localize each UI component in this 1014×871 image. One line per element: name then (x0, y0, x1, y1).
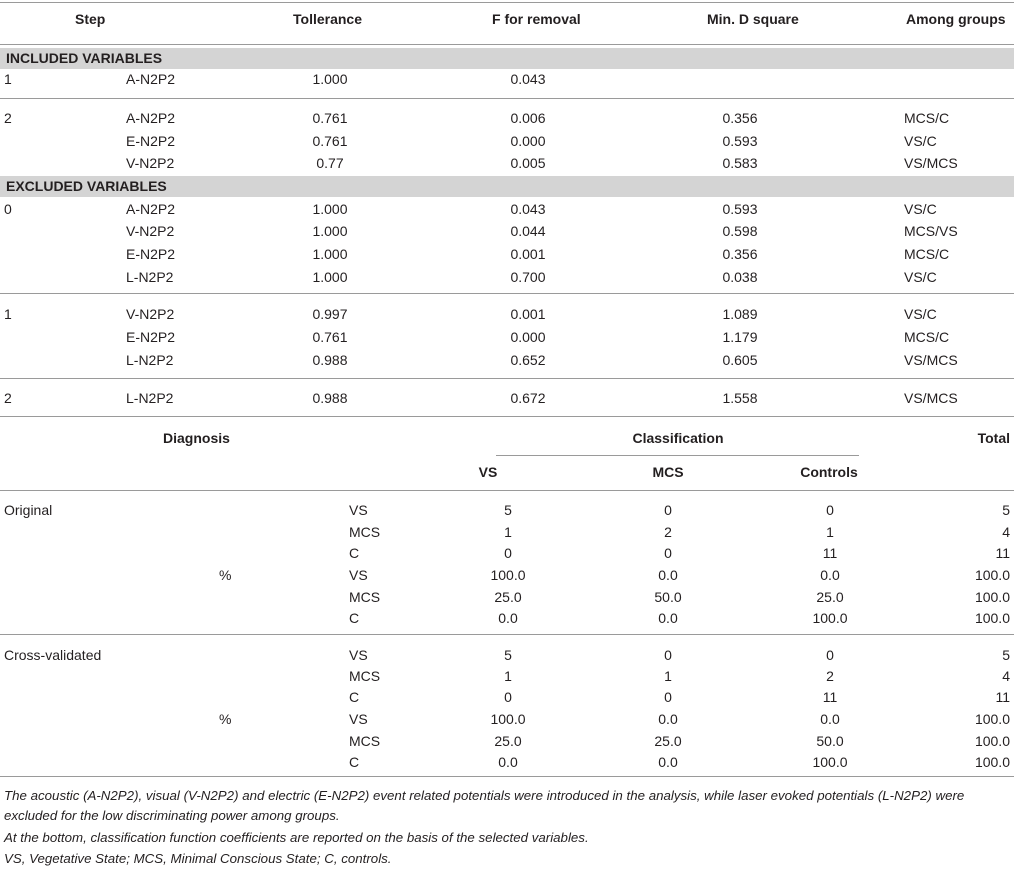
among-cell: VS/C (904, 133, 937, 149)
total-cell: 100.0 (974, 610, 1010, 626)
among-cell: MCS/VS (904, 223, 958, 239)
step-cell: 2 (4, 390, 12, 406)
step-cell: 1 (4, 306, 12, 322)
controls-cell: 11 (822, 545, 838, 561)
variable-cell: A-N2P2 (126, 201, 176, 217)
vs-cell: 5 (504, 647, 512, 663)
among-cell: VS/C (904, 201, 937, 217)
excluded-step-rule-2 (0, 378, 1014, 379)
mcs-cell: 2 (664, 524, 672, 540)
table2-header-rule (0, 490, 1014, 491)
mcs-cell: 50.0 (654, 589, 682, 605)
controls-cell: 100.0 (812, 754, 848, 770)
percent-cell: % (219, 567, 232, 583)
mcs-cell: 0 (664, 545, 672, 561)
tollerance-cell: 0.761 (312, 110, 348, 126)
mcs-cell: 0 (664, 689, 672, 705)
f-removal-cell: 0.672 (510, 390, 546, 406)
tollerance-cell: 0.988 (312, 390, 348, 406)
included-step-rule (0, 98, 1014, 99)
min-d-cell: 1.089 (722, 306, 758, 322)
total-cell: 5 (1002, 502, 1010, 518)
classification-rule (496, 455, 859, 456)
class-cell: MCS (349, 589, 381, 605)
controls-cell: 50.0 (816, 733, 844, 749)
controls-cell: 100.0 (812, 610, 848, 626)
among-cell: VS/MCS (904, 155, 958, 171)
variable-cell: L-N2P2 (126, 269, 174, 285)
variable-cell: A-N2P2 (126, 71, 176, 87)
f-removal-cell: 0.700 (510, 269, 546, 285)
tollerance-cell: 1.000 (312, 246, 348, 262)
tollerance-cell: 1.000 (312, 71, 348, 87)
min-d-cell: 0.583 (722, 155, 758, 171)
variable-cell: A-N2P2 (126, 110, 176, 126)
excluded-step-rule-1 (0, 293, 1014, 294)
tollerance-cell: 1.000 (312, 223, 348, 239)
vs-cell: 0 (504, 689, 512, 705)
included-band (0, 48, 1014, 69)
among-cell: MCS/C (904, 246, 950, 262)
mcs-cell: 25.0 (654, 733, 682, 749)
vs-cell: 0.0 (498, 754, 518, 770)
header-rule (0, 44, 1014, 45)
f-removal-cell: 0.000 (510, 133, 546, 149)
total-cell: 11 (995, 545, 1010, 561)
controls-cell: 0.0 (820, 711, 840, 727)
controls-cell: 11 (822, 689, 838, 705)
class-cell: VS (349, 502, 368, 518)
class-cell: VS (349, 711, 368, 727)
footnote-2: At the bottom, classification function coefficients are reported on the basis of the selected variables. (4, 830, 589, 845)
excluded-label: EXCLUDED VARIABLES (6, 178, 167, 194)
class-cell: C (349, 610, 360, 626)
among-cell: VS/C (904, 306, 937, 322)
excluded-band (0, 176, 1014, 197)
variable-cell: L-N2P2 (126, 352, 174, 368)
footnote-1: The acoustic (A-N2P2), visual (V-N2P2) and electric (E-N2P2) event related potentials were introduced in the analysis, while laser evoked potentials (L-N2P2) were excluded for the low discriminating power among groups. (4, 788, 965, 823)
mcs-cell: 0 (664, 647, 672, 663)
total-cell: 100.0 (974, 567, 1010, 583)
tollerance-cell: 0.997 (312, 306, 348, 322)
tollerance-cell: 0.77 (316, 155, 344, 171)
step-cell: 1 (4, 71, 12, 87)
header-vs: VS (478, 464, 498, 480)
variable-cell: E-N2P2 (126, 133, 176, 149)
percent-cell: % (219, 711, 232, 727)
f-removal-cell: 0.001 (510, 246, 546, 262)
top-rule (0, 2, 1014, 3)
header-diagnosis: Diagnosis (163, 430, 230, 446)
total-cell: 5 (1002, 647, 1010, 663)
header-tollerance: Tollerance (293, 11, 362, 27)
min-d-cell: 0.605 (722, 352, 758, 368)
group-cell: Original (4, 502, 53, 518)
mcs-cell: 0.0 (658, 567, 678, 583)
min-d-cell: 0.356 (722, 110, 758, 126)
f-removal-cell: 0.001 (510, 306, 546, 322)
min-d-cell: 0.593 (722, 201, 758, 217)
mcs-cell: 0 (664, 502, 672, 518)
among-cell: VS/C (904, 269, 937, 285)
f-removal-cell: 0.000 (510, 329, 546, 345)
vs-cell: 100.0 (490, 711, 526, 727)
class-cell: C (349, 689, 360, 705)
min-d-cell: 0.593 (722, 133, 758, 149)
among-cell: VS/MCS (904, 352, 958, 368)
f-removal-cell: 0.043 (510, 71, 546, 87)
variable-cell: E-N2P2 (126, 329, 176, 345)
min-d-cell: 0.598 (722, 223, 758, 239)
header-mcs: MCS (652, 464, 684, 480)
group-cell: Cross-validated (4, 647, 102, 663)
tollerance-cell: 1.000 (312, 201, 348, 217)
total-cell: 11 (995, 689, 1010, 705)
vs-cell: 25.0 (494, 733, 522, 749)
header-controls: Controls (800, 464, 858, 480)
total-cell: 4 (1002, 524, 1010, 540)
vs-cell: 0 (504, 545, 512, 561)
bottom-rule (0, 776, 1014, 777)
header-step: Step (75, 11, 106, 27)
variable-cell: E-N2P2 (126, 246, 176, 262)
vs-cell: 0.0 (498, 610, 518, 626)
footnote-3: VS, Vegetative State; MCS, Minimal Conscious State; C, controls. (4, 851, 392, 866)
tollerance-cell: 0.761 (312, 133, 348, 149)
variable-cell: V-N2P2 (126, 223, 175, 239)
class-cell: VS (349, 567, 368, 583)
controls-cell: 2 (826, 668, 834, 684)
tollerance-cell: 0.988 (312, 352, 348, 368)
class-cell: MCS (349, 524, 381, 540)
mcs-cell: 0.0 (658, 610, 678, 626)
cross-validated-rule (0, 634, 1014, 635)
tollerance-cell: 1.000 (312, 269, 348, 285)
controls-cell: 0 (826, 502, 834, 518)
step-cell: 0 (4, 201, 12, 217)
among-cell: MCS/C (904, 110, 950, 126)
header-f-removal: F for removal (492, 11, 581, 27)
total-cell: 100.0 (974, 754, 1010, 770)
vs-cell: 1 (504, 668, 512, 684)
min-d-cell: 0.356 (722, 246, 758, 262)
f-removal-cell: 0.652 (510, 352, 546, 368)
vs-cell: 100.0 (490, 567, 526, 583)
controls-cell: 1 (826, 524, 834, 540)
among-cell: MCS/C (904, 329, 950, 345)
min-d-cell: 1.558 (722, 390, 758, 406)
step-cell: 2 (4, 110, 12, 126)
tollerance-cell: 0.761 (312, 329, 348, 345)
controls-cell: 0.0 (820, 567, 840, 583)
variable-cell: L-N2P2 (126, 390, 174, 406)
controls-cell: 0 (826, 647, 834, 663)
mcs-cell: 1 (664, 668, 672, 684)
min-d-cell: 1.179 (722, 329, 758, 345)
header-among: Among groups (906, 11, 1006, 27)
vs-cell: 5 (504, 502, 512, 518)
f-removal-cell: 0.043 (510, 201, 546, 217)
class-cell: C (349, 545, 360, 561)
total-cell: 100.0 (974, 711, 1010, 727)
class-cell: VS (349, 647, 368, 663)
controls-cell: 25.0 (816, 589, 844, 605)
header-total: Total (977, 430, 1010, 446)
f-removal-cell: 0.044 (510, 223, 546, 239)
class-cell: MCS (349, 733, 381, 749)
mcs-cell: 0.0 (658, 711, 678, 727)
vs-cell: 1 (504, 524, 512, 540)
total-cell: 4 (1002, 668, 1010, 684)
header-min-d: Min. D square (707, 11, 799, 27)
table2-top-rule (0, 416, 1014, 417)
f-removal-cell: 0.005 (510, 155, 546, 171)
total-cell: 100.0 (974, 589, 1010, 605)
included-label: INCLUDED VARIABLES (6, 50, 163, 66)
variable-cell: V-N2P2 (126, 155, 175, 171)
header-classification: Classification (632, 430, 724, 446)
f-removal-cell: 0.006 (510, 110, 546, 126)
class-cell: MCS (349, 668, 381, 684)
total-cell: 100.0 (974, 733, 1010, 749)
among-cell: VS/MCS (904, 390, 958, 406)
min-d-cell: 0.038 (722, 269, 758, 285)
vs-cell: 25.0 (494, 589, 522, 605)
mcs-cell: 0.0 (658, 754, 678, 770)
variable-cell: V-N2P2 (126, 306, 175, 322)
class-cell: C (349, 754, 360, 770)
